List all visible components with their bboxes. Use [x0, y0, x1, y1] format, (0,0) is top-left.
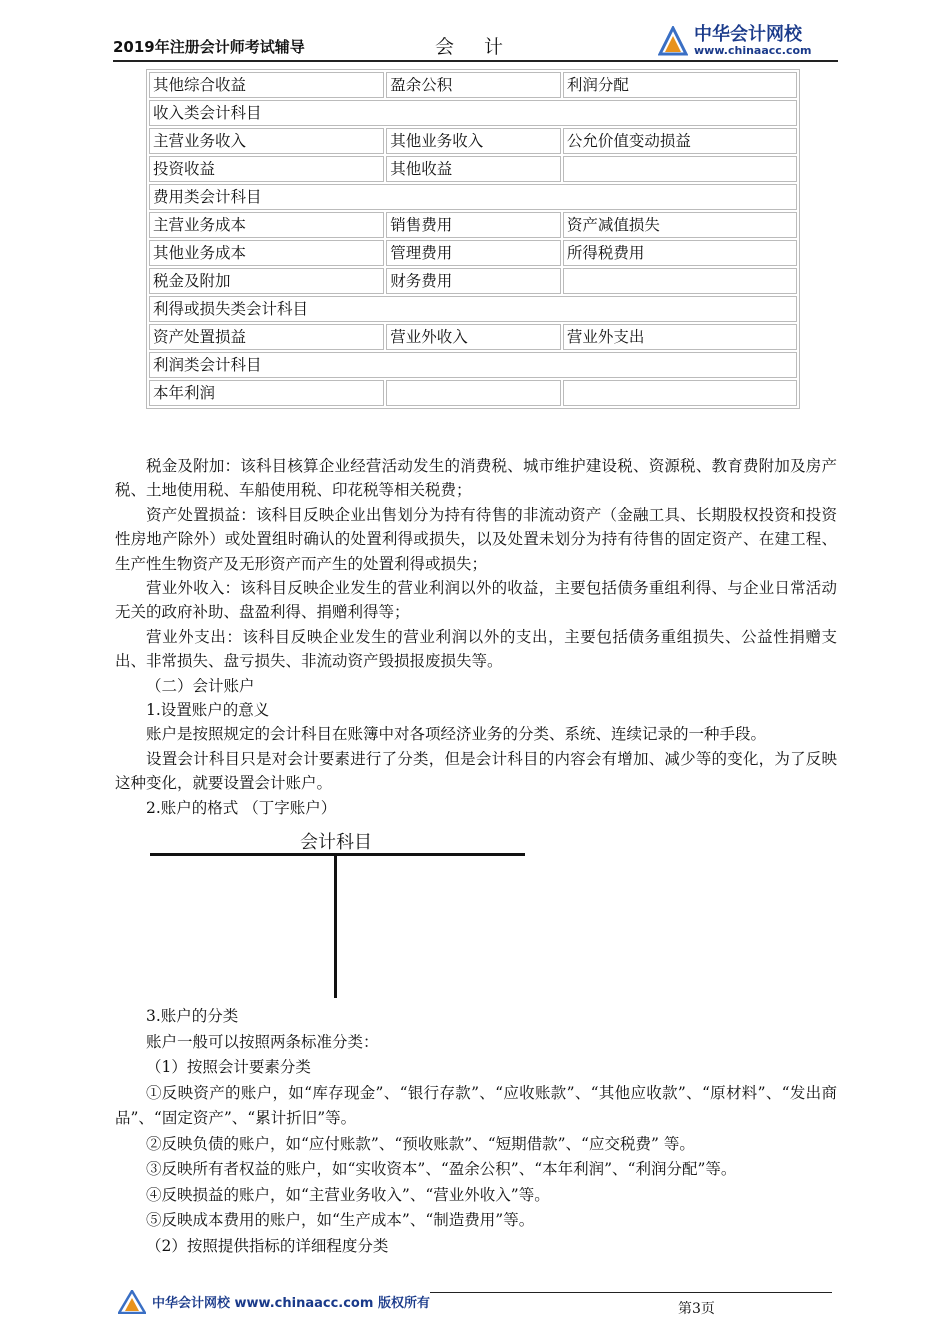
table-section-row — [149, 184, 797, 210]
table-cell: 其他综合收益 — [149, 72, 384, 98]
table-cell: 本年利润 — [149, 380, 384, 406]
t-account-diagram — [150, 828, 528, 1000]
paragraph: 税金及附加：该科目核算企业经营活动发生的消费税、城市维护建设税、资源税、教育费附加及房产税、土地使用税、车船使用税、印花税等相关税费； — [115, 457, 837, 500]
body-text-lower — [115, 1004, 837, 1259]
body-text-upper — [115, 454, 837, 820]
table-cell: 其他业务成本 — [149, 240, 384, 266]
logo-triangle-icon — [658, 26, 688, 56]
table-section-row — [149, 352, 797, 378]
list-heading: （2）按照提供指标的详细程度分类 — [146, 1236, 389, 1255]
table-cell — [563, 268, 797, 294]
subsection-heading: 3.账户的分类 — [146, 1007, 239, 1025]
table-row — [149, 128, 797, 154]
paragraph: 账户是按照规定的会计科目在账簿中对各项经济业务的分类、系统、连续记录的一种手段。 — [146, 725, 767, 744]
table-row — [149, 156, 797, 182]
table-section-row — [149, 100, 797, 126]
page-header — [113, 22, 838, 62]
t-account-title: 会计科目 — [300, 832, 372, 853]
paragraph: 营业外支出：该科目反映企业发生的营业利润以外的支出，主要包括债务重组损失、公益性捐赠支出、非常损失、盘亏损失、非流动资产毁损报废损失等。 — [115, 627, 837, 671]
list-heading: （1）按照会计要素分类 — [146, 1058, 311, 1076]
table-cell: 管理费用 — [386, 240, 561, 266]
t-account-horizontal-line — [150, 853, 525, 856]
t-account-vertical-line — [334, 855, 337, 998]
paragraph: 设置会计科目只是对会计要素进行了分类，但是会计科目的内容会有增加、减少等的变化，为了反映这种变化，就要设置会计账户。 — [115, 749, 837, 793]
table-cell: 投资收益 — [149, 156, 384, 182]
list-item: ④反映损益的账户，如“主营业务收入”、“营业外收入”等。 — [146, 1185, 550, 1204]
paragraph: 营业外收入：该科目反映企业发生的营业利润以外的收益，主要包括债务重组利得、与企业日常活动无关的政府补助、盘盈利得、捐赠利得等； — [115, 579, 837, 622]
table-cell — [563, 156, 797, 182]
subsection-heading: 1.设置账户的意义 — [146, 701, 270, 720]
footer-divider — [430, 1292, 832, 1293]
table-cell: 其他业务收入 — [386, 128, 561, 154]
subsection-heading: 2.账户的格式 （丁字账户） — [146, 798, 337, 817]
table-cell: 税金及附加 — [149, 268, 384, 294]
header-logo[interactable] — [638, 20, 838, 62]
table-section-label: 利得或损失类会计科目 — [149, 296, 797, 322]
table-cell: 主营业务成本 — [149, 212, 384, 238]
page-number: 第3页 — [678, 1301, 715, 1317]
table-cell: 盈余公积 — [386, 72, 561, 98]
list-item: ⑤反映成本费用的账户，如“生产成本”、“制造费用”等。 — [146, 1211, 535, 1229]
paragraph: 账户一般可以按照两条标准分类： — [146, 1032, 379, 1051]
table-row — [149, 212, 797, 238]
page-footer — [118, 1286, 838, 1326]
list-item: ①反映资产的账户，如“库存现金”、“银行存款”、“应收账款”、“其他应收款”、“原材料”、“发出商品”、“固定资产”、“累计折旧”等。 — [115, 1083, 837, 1127]
table-cell: 财务费用 — [386, 268, 561, 294]
table-cell: 公允价值变动损益 — [563, 128, 797, 154]
table-row — [149, 324, 797, 350]
footer-copyright[interactable]: 中华会计网校 www.chinaacc.com 版权所有 — [152, 1296, 430, 1311]
list-item: ②反映负债的账户，如“应付账款”、“预收账款”、“短期借款”、“应交税费” 等。 — [146, 1134, 695, 1153]
table-row — [149, 240, 797, 266]
header-divider — [113, 60, 838, 62]
header-brand-name: 中华会计网校 — [694, 24, 802, 45]
table-section-row — [149, 296, 797, 322]
paragraph: 资产处置损益：该科目反映企业出售划分为持有待售的非流动资产（金融工具、长期股权投资和投资性房地产除外）或处置组时确认的处置利得或损失，以及处置未划分为持有待售的固定资产、在建工程、生产性生物资产及无形资产而产生的处置利得或损失； — [115, 505, 837, 573]
table-cell — [386, 380, 561, 406]
table-cell: 利润分配 — [563, 72, 797, 98]
table-cell — [563, 380, 797, 406]
table-cell: 资产减值损失 — [563, 212, 797, 238]
footer-logo-icon — [118, 1290, 146, 1314]
table-cell: 营业外收入 — [386, 324, 561, 350]
table-cell: 销售费用 — [386, 212, 561, 238]
table-cell: 资产处置损益 — [149, 324, 384, 350]
list-item: ③反映所有者权益的账户，如“实收资本”、“盈余公积”、“本年利润”、“利润分配”等。 — [146, 1160, 737, 1178]
table-section-label: 利润类会计科目 — [149, 352, 797, 378]
header-course-title: 2019年注册会计师考试辅导 — [113, 38, 305, 56]
header-brand-url: www.chinaacc.com — [694, 44, 812, 57]
table-row — [149, 268, 797, 294]
table-section-label: 费用类会计科目 — [149, 184, 797, 210]
header-subject: 会 计 — [435, 36, 516, 58]
table-cell: 所得税费用 — [563, 240, 797, 266]
table-row — [149, 380, 797, 406]
table-section-label: 收入类会计科目 — [149, 100, 797, 126]
table-cell: 营业外支出 — [563, 324, 797, 350]
table-row — [149, 72, 797, 98]
account-category-table — [146, 69, 800, 409]
table-cell: 其他收益 — [386, 156, 561, 182]
table-cell: 主营业务收入 — [149, 128, 384, 154]
section-heading: （二）会计账户 — [146, 676, 255, 695]
